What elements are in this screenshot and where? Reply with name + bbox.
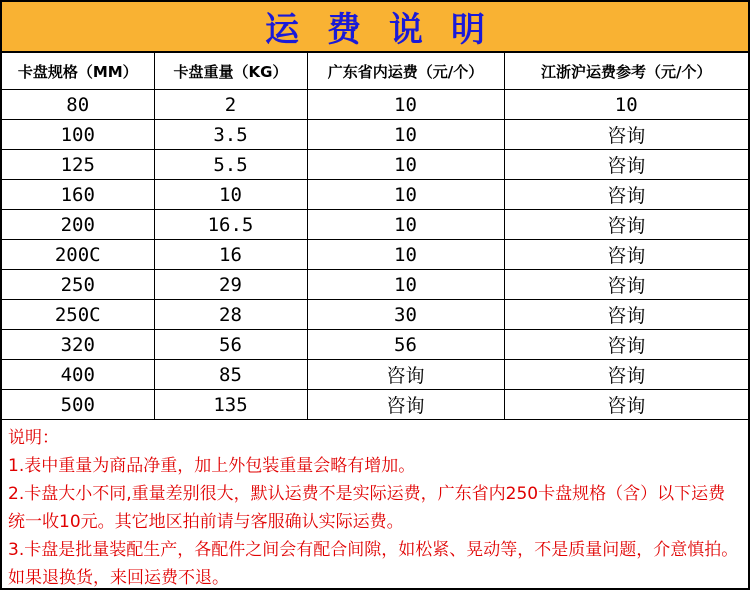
cell-chuck-weight: 135 bbox=[154, 390, 307, 420]
title-bar bbox=[2, 2, 748, 53]
cell-guangdong-freight: 10 bbox=[307, 240, 504, 270]
cell-chuck-weight: 56 bbox=[154, 330, 307, 360]
header-guangdong-freight: 广东省内运费（元/个） bbox=[307, 53, 504, 90]
cell-jzh-freight: 咨询 bbox=[504, 390, 748, 420]
cell-jzh-freight: 咨询 bbox=[504, 150, 748, 180]
cell-guangdong-freight: 10 bbox=[307, 150, 504, 180]
notes-heading: 说明： bbox=[8, 428, 59, 448]
table-row bbox=[2, 210, 748, 240]
cell-jzh-freight: 咨询 bbox=[504, 270, 748, 300]
cell-chuck-weight: 3.5 bbox=[154, 120, 307, 150]
table-row bbox=[2, 120, 748, 150]
table-row bbox=[2, 240, 748, 270]
cell-chuck-weight: 2 bbox=[154, 90, 307, 120]
table-row bbox=[2, 180, 748, 210]
notes-section bbox=[2, 420, 748, 592]
cell-guangdong-freight: 咨询 bbox=[307, 390, 504, 420]
cell-jzh-freight: 咨询 bbox=[504, 360, 748, 390]
cell-chuck-weight: 10 bbox=[154, 180, 307, 210]
note-line-2: 2.卡盘大小不同,重量差别很大，默认运费不是实际运费，广东省内250卡盘规格（含）以下运费统一收10元。其它地区拍前请与客服确认实际运费。 bbox=[8, 484, 726, 532]
cell-chuck-size: 250C bbox=[2, 300, 154, 330]
freight-table bbox=[2, 53, 748, 420]
cell-guangdong-freight: 10 bbox=[307, 120, 504, 150]
cell-chuck-weight: 16.5 bbox=[154, 210, 307, 240]
header-chuck-weight: 卡盘重量（KG） bbox=[154, 53, 307, 90]
cell-chuck-size: 250 bbox=[2, 270, 154, 300]
table-header-row bbox=[2, 53, 748, 90]
header-chuck-size: 卡盘规格（MM） bbox=[2, 53, 154, 90]
cell-jzh-freight: 10 bbox=[504, 90, 748, 120]
cell-chuck-weight: 29 bbox=[154, 270, 307, 300]
cell-chuck-weight: 5.5 bbox=[154, 150, 307, 180]
table-row bbox=[2, 360, 748, 390]
table-row bbox=[2, 330, 748, 360]
cell-chuck-size: 200 bbox=[2, 210, 154, 240]
cell-guangdong-freight: 30 bbox=[307, 300, 504, 330]
table-row bbox=[2, 270, 748, 300]
cell-jzh-freight: 咨询 bbox=[504, 240, 748, 270]
cell-guangdong-freight: 10 bbox=[307, 180, 504, 210]
cell-chuck-weight: 28 bbox=[154, 300, 307, 330]
cell-chuck-size: 500 bbox=[2, 390, 154, 420]
table-row bbox=[2, 300, 748, 330]
cell-guangdong-freight: 56 bbox=[307, 330, 504, 360]
cell-guangdong-freight: 10 bbox=[307, 90, 504, 120]
cell-chuck-weight: 16 bbox=[154, 240, 307, 270]
cell-chuck-size: 400 bbox=[2, 360, 154, 390]
cell-chuck-size: 320 bbox=[2, 330, 154, 360]
table-row bbox=[2, 150, 748, 180]
note-line-3: 3.卡盘是批量装配生产，各配件之间会有配合间隙，如松紧、晃动等，不是质量问题，介意慎拍。如果退换货，来回运费不退。 bbox=[8, 540, 739, 588]
table-row bbox=[2, 390, 748, 420]
header-jzh-freight: 江浙沪运费参考（元/个） bbox=[504, 53, 748, 90]
page-title: 运费说明 bbox=[265, 10, 513, 50]
cell-chuck-size: 80 bbox=[2, 90, 154, 120]
cell-jzh-freight: 咨询 bbox=[504, 300, 748, 330]
note-line-1: 1.表中重量为商品净重，加上外包装重量会略有增加。 bbox=[8, 456, 416, 476]
cell-chuck-size: 100 bbox=[2, 120, 154, 150]
cell-chuck-size: 200C bbox=[2, 240, 154, 270]
cell-jzh-freight: 咨询 bbox=[504, 180, 748, 210]
cell-chuck-size: 160 bbox=[2, 180, 154, 210]
cell-chuck-size: 125 bbox=[2, 150, 154, 180]
cell-jzh-freight: 咨询 bbox=[504, 210, 748, 240]
cell-guangdong-freight: 咨询 bbox=[307, 360, 504, 390]
cell-jzh-freight: 咨询 bbox=[504, 330, 748, 360]
table-row bbox=[2, 90, 748, 120]
cell-guangdong-freight: 10 bbox=[307, 210, 504, 240]
cell-jzh-freight: 咨询 bbox=[504, 120, 748, 150]
cell-guangdong-freight: 10 bbox=[307, 270, 504, 300]
table-body bbox=[2, 90, 748, 420]
cell-chuck-weight: 85 bbox=[154, 360, 307, 390]
